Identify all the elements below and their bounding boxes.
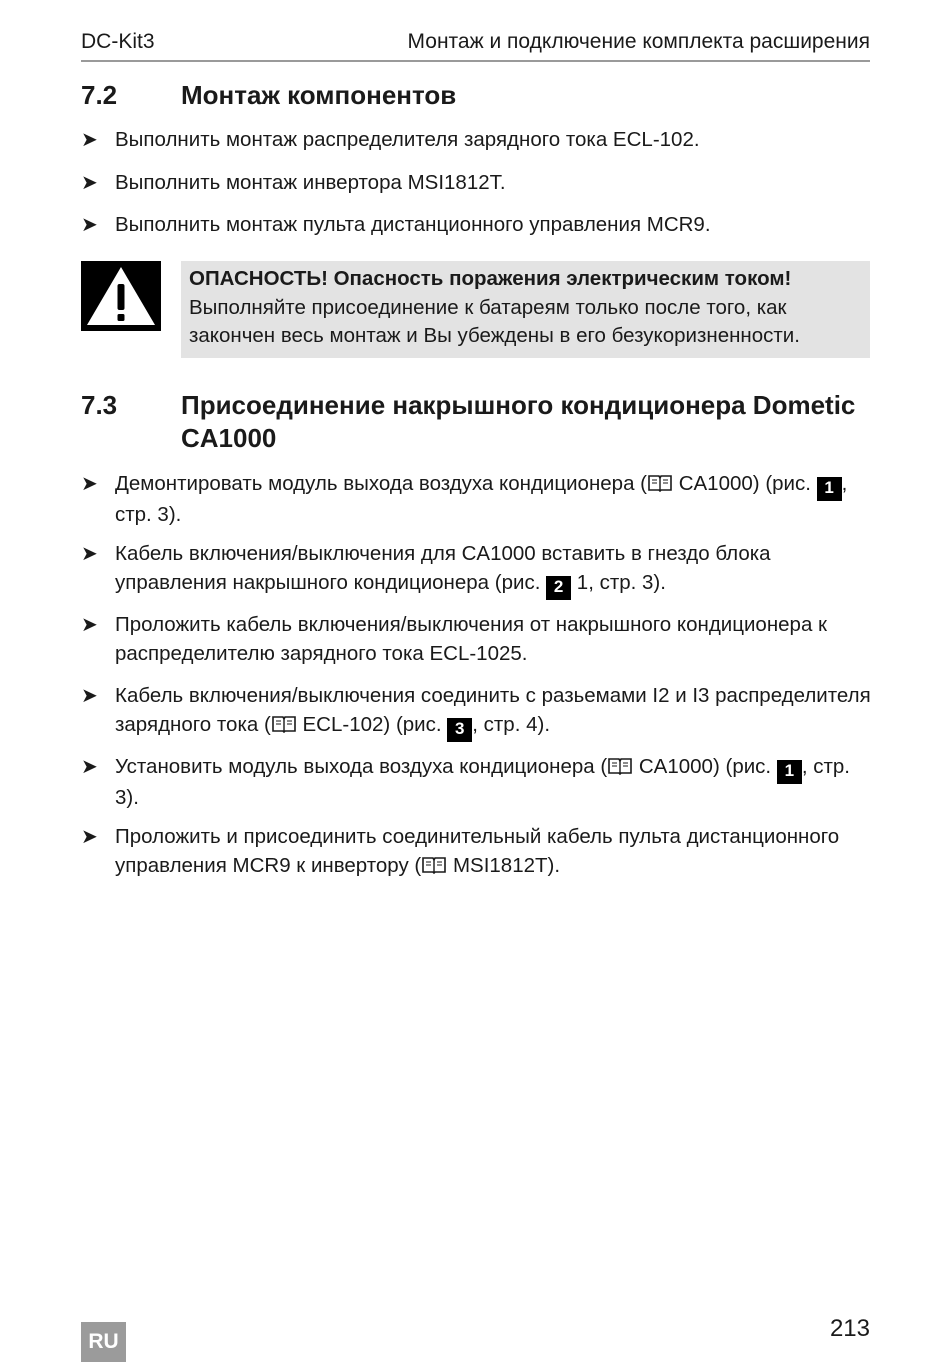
arrow-bullet-icon: ➤ <box>81 614 98 636</box>
section-title: Присоединение накрышного кондиционера Dometic CA1000 <box>181 390 856 453</box>
arrow-bullet-icon: ➤ <box>81 172 98 194</box>
arrow-bullet-icon: ➤ <box>81 756 98 778</box>
section-title: Монтаж компонентов <box>181 80 457 110</box>
arrow-bullet-icon: ➤ <box>81 473 98 495</box>
warning-title: ОПАСНОСТЬ! Опасность поражения электрическим током! <box>189 267 792 290</box>
header-chapter-title: Монтаж и подключение комплекта расширения <box>407 30 870 53</box>
arrow-bullet-icon: ➤ <box>81 129 98 151</box>
arrow-bullet-icon: ➤ <box>81 214 98 236</box>
book-icon <box>647 473 673 493</box>
list-item-text: Проложить кабель включения/выключения от накрышного кондиционера к распределителю зарядного тока ECL-1025. <box>115 613 828 665</box>
book-icon <box>271 714 297 734</box>
figure-ref-badge: 3 <box>447 718 472 742</box>
list-item-text: Кабель включения/выключения для CA1000 вставить в гнездо блока управления накрышного кондиционера (рис. 2 1, стр. 3). <box>115 540 871 600</box>
figure-ref-badge: 1 <box>817 477 842 501</box>
list-item-text: Демонтировать модуль выхода воздуха кондиционера ( CA1000) (рис. 1 , стр. 3). <box>115 472 848 526</box>
figure-ref-badge: 1 <box>777 760 802 784</box>
arrow-bullet-icon: ➤ <box>81 543 98 565</box>
language-badge: RU <box>81 1322 126 1362</box>
arrow-bullet-icon: ➤ <box>81 826 98 848</box>
header-document-name: DC-Kit3 <box>81 30 155 53</box>
page-number: 213 <box>829 1315 870 1342</box>
warning-triangle-icon <box>81 261 161 331</box>
figure-ref-badge: 2 <box>546 576 571 600</box>
book-icon <box>607 756 633 776</box>
list-item-text: Выполнить монтаж пульта дистанционного управления MCR9. <box>115 213 711 236</box>
book-icon <box>421 855 447 875</box>
list-item-text: Кабель включения/выключения соединить с разьемами I2 и I3 распределителя зарядного тока ( ECL-102) (рис. 3 , стр. 4). <box>115 682 871 742</box>
list-item-text: Выполнить монтаж распределителя зарядного тока ECL-102. <box>115 128 700 151</box>
list-item-text: Проложить и присоединить соединительный кабель пульта дистанционного управления MCR9 к инвертору ( MSI1812T). <box>115 825 840 877</box>
arrow-bullet-icon: ➤ <box>81 685 98 707</box>
page-header <box>81 30 870 62</box>
warning-text: Выполняйте присоединение к батареям только после того, как закончен весь монтаж и Вы убеждены в его безукоризненности. <box>189 295 800 347</box>
section-number: 7.2 <box>81 80 118 110</box>
list-item-text: Установить модуль выхода воздуха кондиционера ( CA1000) (рис. 1 , стр. 3). <box>115 755 850 809</box>
warning-box <box>181 261 870 358</box>
section-number: 7.3 <box>81 390 118 420</box>
list-item-text: Выполнить монтаж инвертора MSI1812T. <box>115 171 506 194</box>
